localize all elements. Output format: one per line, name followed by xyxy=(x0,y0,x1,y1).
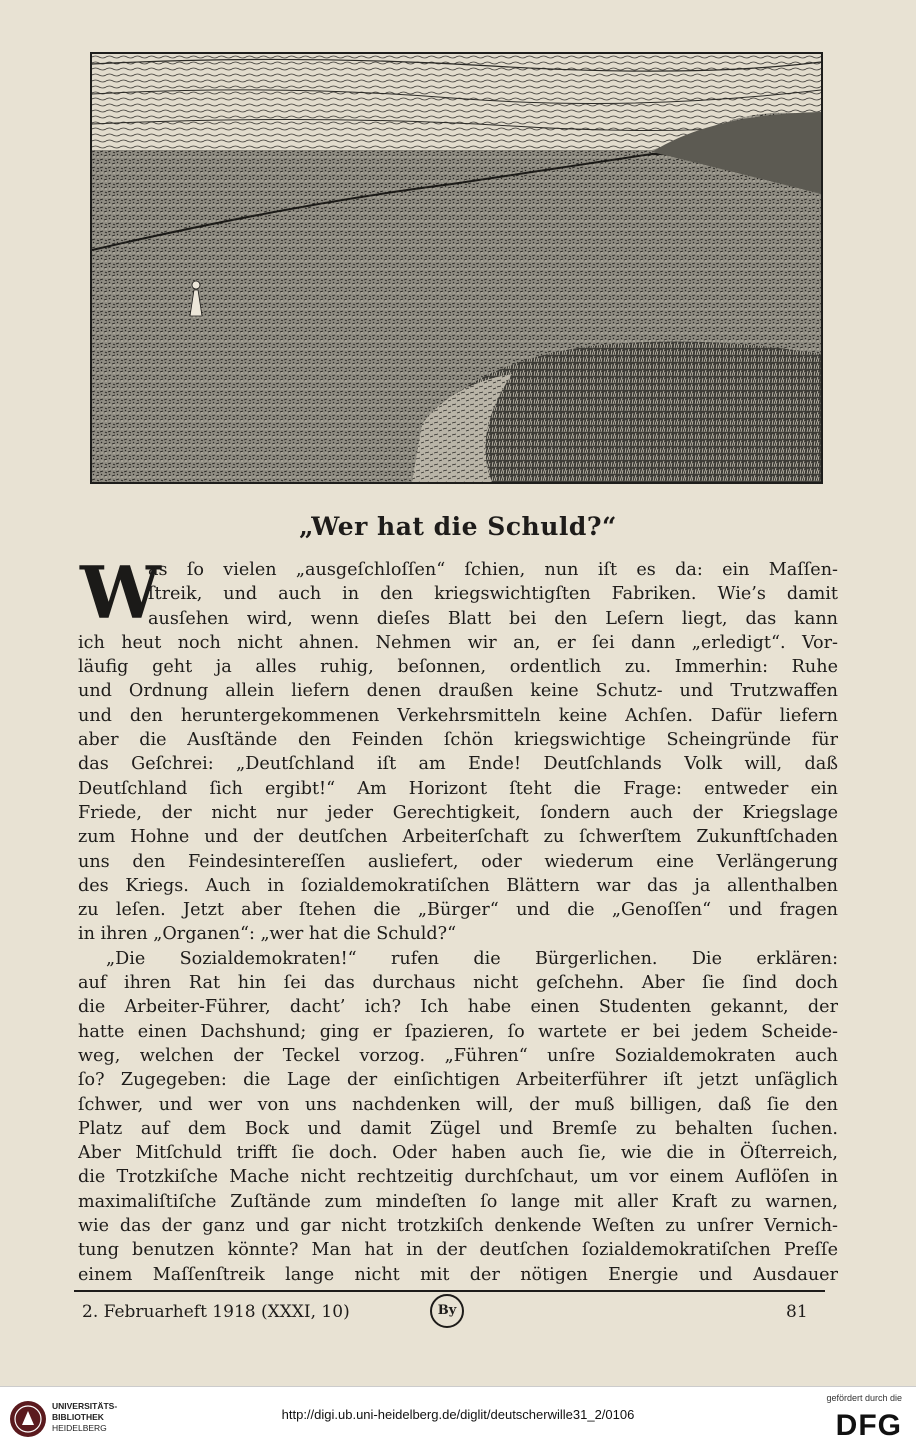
body-line: aber die Ausſtände den Feinden ſchön kriegswichtige Scheingründe für xyxy=(78,730,838,751)
body-line: die Arbeiter-Führer, dacht’ ich? Ich habe einen Studenten gekannt, der xyxy=(78,997,838,1018)
body-line: wie das der ganz und gar nicht trotzkiſch denkende Weſten zu unſrer Vernich- xyxy=(78,1216,838,1237)
publisher-monogram: By xyxy=(430,1294,464,1328)
body-line: Platz auf dem Bock und damit Zügel und Bremſe zu behalten ſuchen. xyxy=(78,1118,838,1139)
body-line: zum Hohne und der deutſchen Arbeiterſchaft zu ſchwerſtem Zukunftſchaden xyxy=(78,827,838,848)
body-line: Aber Mitſchuld trifft ſie doch. Oder haben auch ſie, wie die in Öſterreich, xyxy=(78,1143,838,1164)
source-url-link[interactable]: http://digi.ub.uni-heidelberg.de/diglit/deutscherwille31_2/0106 xyxy=(281,1407,635,1422)
body-line: maximaliſtiſche Zuſtände zum mindeſten ſo lange mit aller Kraft zu warnen, xyxy=(78,1191,838,1212)
landscape-engraving xyxy=(90,52,823,484)
body-line: uns den Feindesintereſſen ausliefert, oder wiederum eine Verlängerung xyxy=(78,851,838,872)
body-line: des Kriegs. Auch in ſozialdemokratiſchen Blättern war das ja allenthalben xyxy=(78,875,838,896)
library-name-line: UNIVERSITÄTS- xyxy=(52,1401,118,1411)
body-line: ich heut noch nicht ahnen. Nehmen wir an, er ſei dann „erledigt“. Vor- xyxy=(78,632,838,653)
body-line: auf ihren Rat hin ſei das durchaus nicht geſchehn. Aber ſie ſind doch xyxy=(78,973,838,994)
body-line: ausſehen wird, wenn dieſes Blatt bei den Leſern liegt, das kann xyxy=(148,608,838,629)
body-line: zu leſen. Jetzt aber ſtehen die „Bürger“ und die „Genoſſen“ und fragen xyxy=(78,900,838,921)
body-line: das Geſchrei: „Deutſchland iſt am Ende! Deutſchlands Volk will, daß xyxy=(78,754,838,775)
body-line: und den heruntergekommenen Verkehrsmitteln keine Achſen. Dafür liefern xyxy=(78,705,838,726)
body-line: in ihren „Organen“: „wer hat die Schuld?“ xyxy=(78,924,457,945)
body-line: weg, welchen der Teckel vorzog. „Führen“ unſre Sozialdemokraten auch xyxy=(78,1045,838,1066)
funding-note: gefördert durch die xyxy=(826,1393,902,1403)
body-line: und Ordnung allein liefern denen draußen keine Schutz- und Trutzwaffen xyxy=(78,681,838,702)
issue-label: 2. Februarheft 1918 (XXXI, 10) xyxy=(82,1302,350,1322)
page-number: 81 xyxy=(786,1302,808,1322)
body-line: ſchwer, und wer von uns nachdenken will, der muß billigen, daß ſie den xyxy=(78,1094,838,1115)
body-line: die Trotzkiſche Mache nicht rechtzeitig durchſchaut, um vor einem Auflöſen in xyxy=(78,1167,838,1188)
body-line: ſo? Zugegeben: die Lage der einſichtigen Arbeiterführer iſt jetzt unſäglich xyxy=(78,1070,838,1091)
body-line: „Die Sozialdemokraten!“ rufen die Bürgerlichen. Die erklären: xyxy=(106,948,838,969)
drop-cap: W xyxy=(80,550,161,635)
dfg-logo: DFG xyxy=(835,1409,902,1442)
body-line: läufig geht ja alles ruhig, beſonnen, ordentlich zu. Immerhin: Ruhe xyxy=(78,657,838,678)
body-line: Friede, der nicht nur jeder Gerechtigkeit, ſondern auch der Kriegslage xyxy=(78,802,838,823)
digitization-banner xyxy=(0,1386,916,1452)
body-line: hatte einen Dachshund; ging er ſpazieren, ſo wartete er bei jedem Scheide- xyxy=(78,1021,838,1042)
article-body xyxy=(78,550,838,1287)
body-line: einem Maſſenſtreik lange nicht mit der nötigen Energie und Ausdauer xyxy=(78,1264,838,1285)
body-line: ſtreik, und auch in den kriegswichtigſten Fabriken. Wie’s damit xyxy=(148,584,838,605)
article-title: „Wer hat die Schuld?“ xyxy=(299,512,617,541)
body-line: tung benutzen könnte? Man hat in der deutſchen ſozialdemokratiſchen Preſſe xyxy=(78,1240,838,1261)
library-name-line: BIBLIOTHEK xyxy=(52,1412,104,1422)
footer-divider xyxy=(74,1290,825,1292)
library-name-line: HEIDELBERG xyxy=(52,1423,107,1433)
body-line: Deutſchland ſich ergibt!“ Am Horizont ſteht die Frage: entweder ein xyxy=(78,778,838,799)
body-line: as ſo vielen „ausgeſchloſſen“ ſchien, nun iſt es da: ein Maſſen- xyxy=(148,560,838,580)
